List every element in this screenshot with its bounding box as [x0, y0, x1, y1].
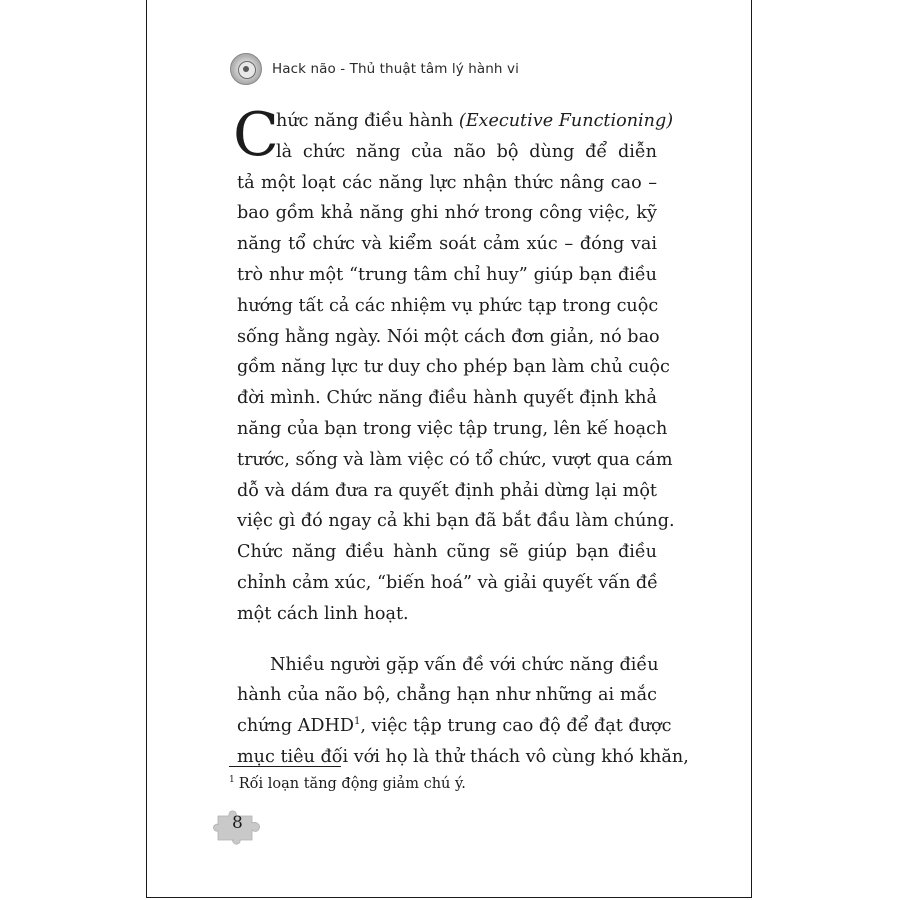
- paragraph-2-line: mục tiêu đối với họ là thử thách vô cùng khó khăn,: [237, 746, 689, 767]
- paragraph-line: Chức năng điều hành cũng sẽ giúp bạn điều: [237, 542, 657, 563]
- main-text: [233, 100, 689, 773]
- line-text: chứng ADHD: [237, 716, 354, 737]
- drop-cap: C: [233, 100, 279, 170]
- page-number-badge: [212, 806, 268, 846]
- paragraph-2-line-with-footnote: [237, 711, 672, 742]
- running-header: [230, 52, 519, 86]
- paragraph-line: năng của bạn trong việc tập trung, lên kế hoạch: [237, 418, 668, 439]
- paragraph-line: việc gì đó ngay cả khi bạn đã bắt đầu làm chúng.: [237, 511, 675, 532]
- first-line-text: hức năng điều hành: [276, 111, 459, 131]
- paragraph-line: dỗ và dám đưa ra quyết định phải dừng lại một: [237, 480, 657, 501]
- paragraph-line: gồm năng lực tư duy cho phép bạn làm chủ cuộc: [237, 357, 670, 378]
- footnote: [229, 776, 466, 792]
- footnote-text: Rối loạn tăng động giảm chú ý.: [238, 776, 466, 792]
- page-number: 8: [232, 813, 243, 833]
- footnote-marker: 1: [229, 775, 235, 786]
- paragraph-line: trước, sống và làm việc có tổ chức, vượt qua cám: [237, 449, 673, 470]
- first-line-italic: (Executive Functioning): [458, 111, 674, 131]
- paragraph-line: một cách linh hoạt.: [237, 603, 409, 624]
- paragraph-line: bao gồm khả năng ghi nhớ trong công việc, kỹ: [237, 203, 657, 224]
- line-text: , việc tập trung cao độ để đạt được: [360, 716, 672, 737]
- paragraph-gap: [237, 630, 657, 650]
- footnote-reference[interactable]: 1: [353, 716, 361, 728]
- paragraph-line: đời mình. Chức năng điều hành quyết định khả: [237, 388, 657, 409]
- disc-logo-icon: [230, 53, 262, 85]
- paragraph-line: chỉnh cảm xúc, “biến hoá” và giải quyết vấn đề: [237, 572, 658, 593]
- running-header-title: Hack não - Thủ thuật tâm lý hành vi: [272, 61, 519, 77]
- paragraph-line: sống hằng ngày. Nói một cách đơn giản, nó bao: [237, 326, 660, 347]
- paragraph-line: trò như một “trung tâm chỉ huy” giúp bạn điều: [237, 264, 657, 285]
- paragraph-2-line: Nhiều người gặp vấn đề với chức năng điều: [270, 654, 659, 675]
- paragraph-line: hướng tất cả các nhiệm vụ phức tạp trong cuộc: [237, 295, 659, 316]
- footnote-divider: [229, 766, 341, 767]
- paragraph-line: là chức năng của não bộ dùng để diễn: [276, 141, 657, 162]
- paragraph-2-line: hành của não bộ, chẳng hạn như những ai mắc: [237, 685, 657, 706]
- paragraph-line: tả một loạt các năng lực nhận thức nâng cao –: [237, 172, 657, 193]
- paragraph-line: năng tổ chức và kiểm soát cảm xúc – đóng vai: [237, 234, 657, 255]
